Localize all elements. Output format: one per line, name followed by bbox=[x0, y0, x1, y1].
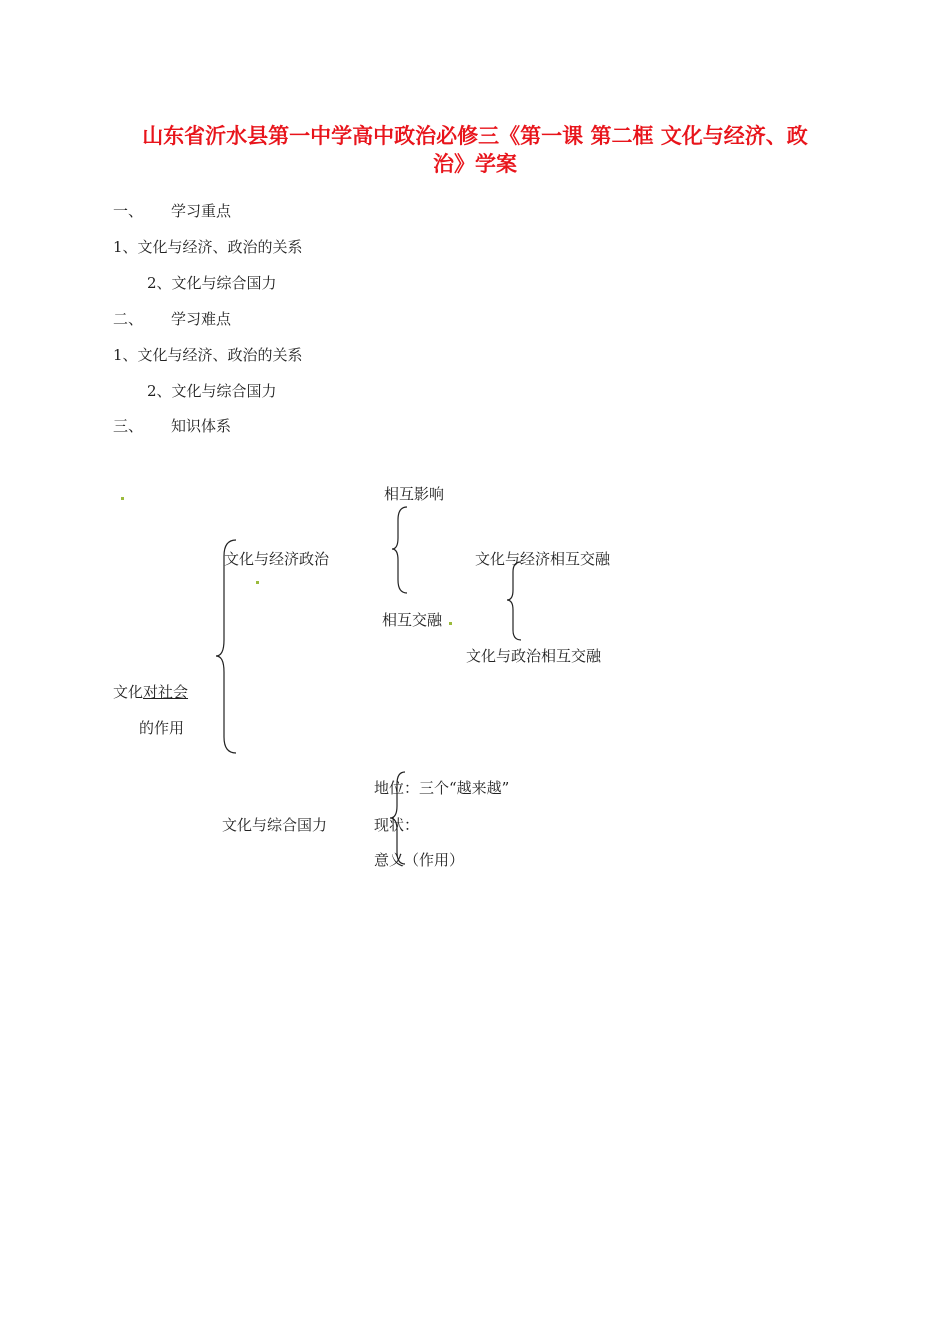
title-line-1: 山东省沂水县第一中学高中政治必修三《第一课 第二框 文化与经济、政 bbox=[142, 123, 808, 148]
marker-dot bbox=[256, 581, 259, 584]
section-1-item-1: 1、文化与经济、政治的关系 bbox=[113, 238, 303, 256]
branch1-brace bbox=[392, 507, 407, 593]
marker-dot bbox=[449, 622, 452, 625]
branch2-sub1: 地位：三个“越来越” bbox=[374, 779, 510, 797]
branch1-sub2: 相互交融 bbox=[382, 611, 443, 629]
branch2-sub3: 意义（作用） bbox=[374, 851, 465, 869]
branch2-sub2: 现状： bbox=[374, 816, 420, 834]
marker-dot bbox=[121, 497, 124, 500]
branch1-sub2-a: 文化与经济相互交融 bbox=[475, 550, 611, 568]
root-label-line-2: 的作用 bbox=[139, 719, 185, 737]
section-2-item-2: 2、文化与综合国力 bbox=[147, 382, 277, 400]
section-2-number: 二、 bbox=[113, 310, 144, 328]
root-brace bbox=[216, 540, 236, 753]
section-3-heading: 知识体系 bbox=[171, 417, 232, 435]
section-3-number: 三、 bbox=[113, 417, 144, 435]
branch1-sub1: 相互影响 bbox=[384, 485, 445, 503]
section-1-item-2: 2、文化与综合国力 bbox=[147, 274, 277, 292]
sub2-brace bbox=[507, 562, 521, 640]
root-label bbox=[113, 682, 188, 702]
branch1-sub2-b: 文化与政治相互交融 bbox=[466, 647, 602, 665]
section-1-number: 一、 bbox=[113, 202, 144, 220]
root-label-part-1: 文化 bbox=[113, 683, 144, 701]
section-2-item-1: 1、文化与经济、政治的关系 bbox=[113, 346, 303, 364]
branch2-label: 文化与综合国力 bbox=[222, 816, 328, 834]
title-line-2: 治》学案 bbox=[433, 151, 517, 176]
branch1-label: 文化与经济政治 bbox=[224, 550, 330, 568]
section-1-heading: 学习重点 bbox=[171, 202, 232, 220]
section-2-heading: 学习难点 bbox=[171, 310, 232, 328]
root-label-part-2: 对社会 bbox=[143, 683, 189, 701]
